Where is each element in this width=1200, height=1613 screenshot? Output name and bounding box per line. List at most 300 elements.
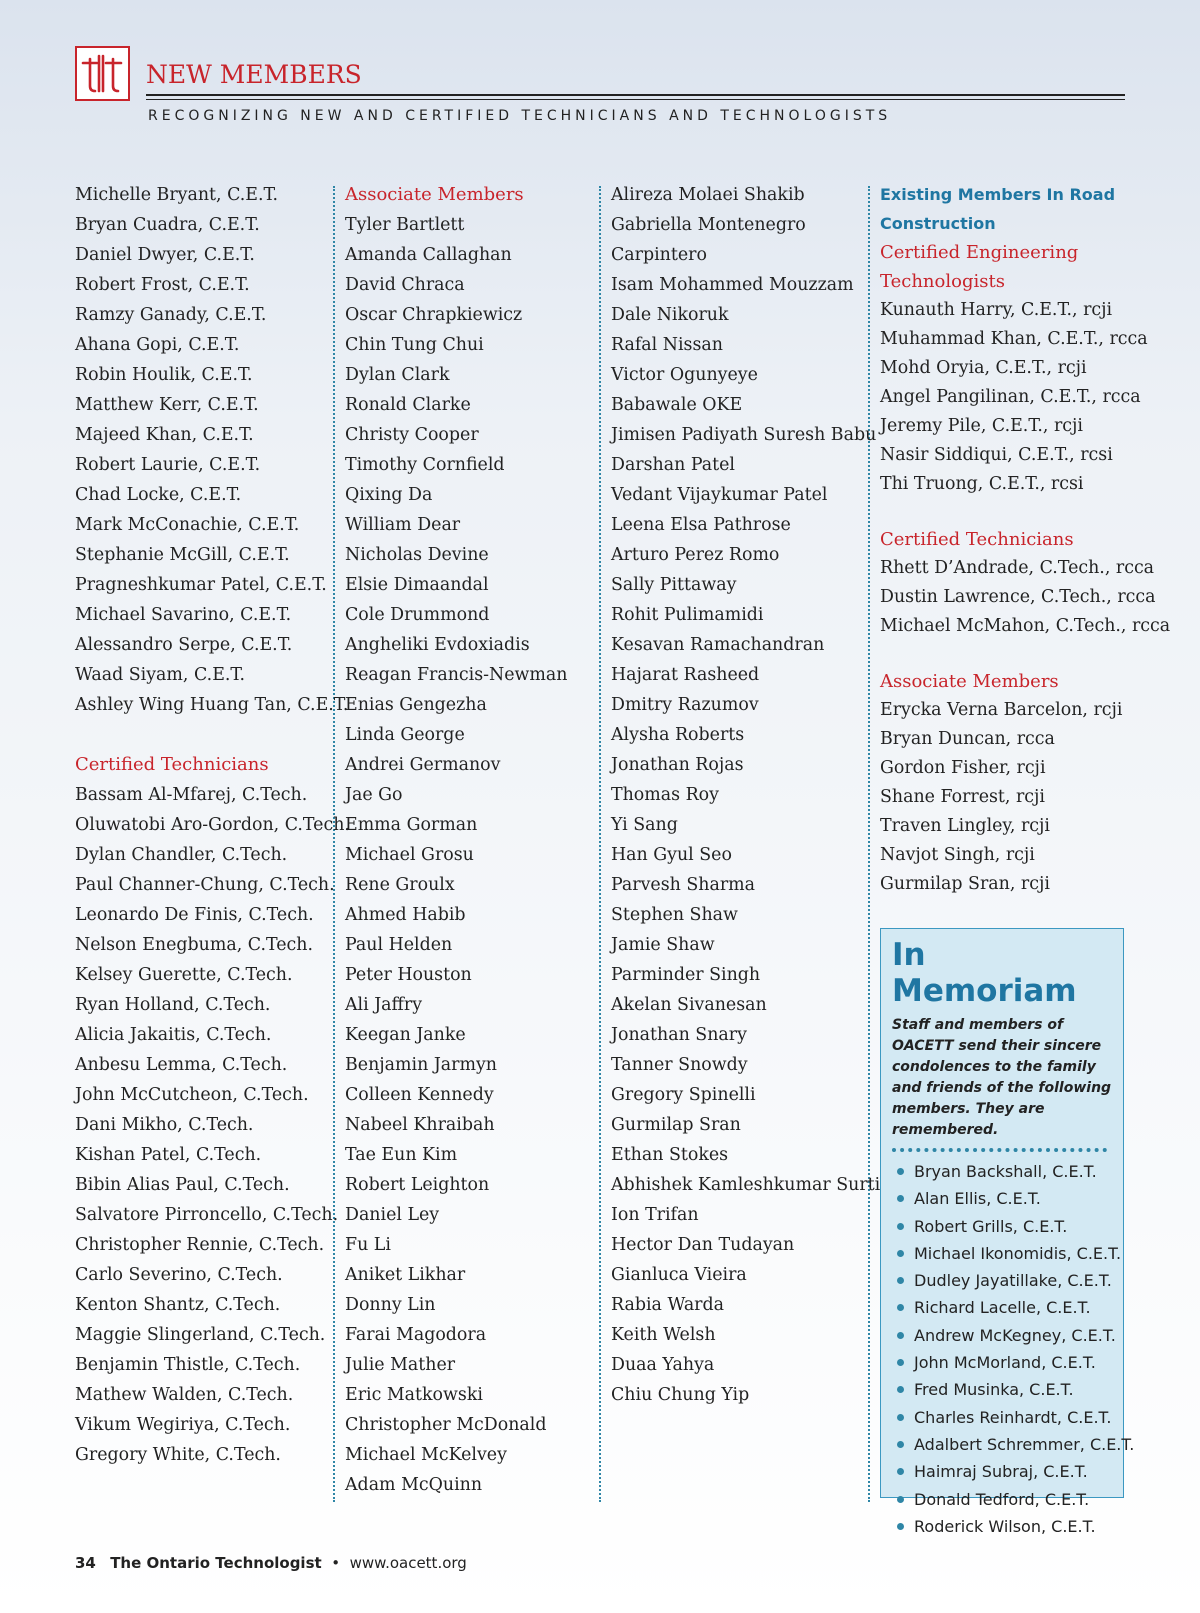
member-name [611, 720, 866, 750]
member-name [611, 1200, 866, 1230]
member-name [880, 412, 1135, 441]
name-text: Chin Tung Chui [345, 335, 484, 355]
website-link[interactable]: www.oacett.org [349, 1554, 467, 1572]
name-text: Keith Welsh [611, 1325, 716, 1345]
name-text: Farai Magodora [345, 1325, 487, 1345]
bullet-icon [897, 1441, 904, 1448]
member-name [611, 330, 866, 360]
member-name [345, 690, 595, 720]
name-text: Eric Matkowski [345, 1385, 483, 1405]
dotted-divider [892, 1148, 1107, 1152]
name-text: Robert Frost, C.E.T. [75, 275, 250, 295]
member-name [880, 754, 1135, 783]
name-text: Dudley Jayatillake, C.E.T. [914, 1271, 1112, 1291]
name-text: Navjot Singh, rcji [880, 845, 1035, 865]
name-text: Julie Mather [345, 1355, 456, 1375]
name-text: Daniel Ley [345, 1205, 440, 1225]
member-name [75, 1200, 339, 1230]
name-text: Chad Locke, C.E.T. [75, 485, 242, 505]
name-text: Daniel Dwyer, C.E.T. [75, 245, 255, 265]
member-name [345, 870, 595, 900]
memoriam-item [892, 1431, 1135, 1458]
member-name [345, 480, 595, 510]
name-text: Dylan Chandler, C.Tech. [75, 845, 288, 865]
member-name [345, 1320, 595, 1350]
member-name [345, 300, 595, 330]
name-text: Ashley Wing Huang Tan, C.E.T. [75, 695, 349, 715]
member-name [611, 990, 866, 1020]
name-text: Mark McConachie, C.E.T. [75, 515, 300, 535]
member-name [345, 330, 595, 360]
name-text: Salvatore Pirroncello, C.Tech. [75, 1205, 339, 1225]
member-name [611, 1170, 881, 1200]
name-text: Ronald Clarke [345, 395, 471, 415]
name-text: Mathew Walden, C.Tech. [75, 1385, 294, 1405]
column-divider [868, 186, 870, 1502]
member-name [345, 900, 595, 930]
name-text: Angel Pangilinan, C.E.T., rcca [880, 387, 1141, 407]
name-text: Nicholas Devine [345, 545, 489, 565]
name-text: Kelsey Guerette, C.Tech. [75, 965, 293, 985]
member-name [345, 1290, 595, 1320]
name-text: Amanda Callaghan [345, 245, 512, 265]
name-text: Parminder Singh [611, 965, 761, 985]
name-text: Timothy Cornfield [345, 455, 505, 475]
name-text: Robert Grills, C.E.T. [914, 1216, 1068, 1236]
name-text: Dale Nikoruk [611, 305, 729, 325]
name-text: Gurmilap Sran, rcji [880, 874, 1050, 894]
member-name [880, 725, 1135, 754]
member-name [75, 660, 325, 690]
name-text: Mohd Oryia, C.E.T., rcji [880, 358, 1087, 378]
name-text: Isam Mohammed Mouzzam [611, 275, 854, 295]
member-name [611, 1230, 866, 1260]
member-name [345, 810, 595, 840]
member-name [75, 990, 325, 1020]
bullet-icon [897, 1277, 904, 1284]
member-name [611, 1110, 866, 1140]
member-name [611, 780, 866, 810]
name-text: Alan Ellis, C.E.T. [914, 1189, 1041, 1209]
name-text: Jae Go [345, 785, 403, 805]
name-text: Reagan Francis-Newman [345, 665, 568, 685]
name-text: Charles Reinhardt, C.E.T. [914, 1407, 1112, 1427]
memoriam-item [892, 1213, 1113, 1240]
member-name [880, 696, 1135, 725]
name-text: Victor Ogunyeye [611, 365, 758, 385]
member-name [75, 1230, 325, 1260]
name-text: Nelson Enegbuma, C.Tech. [75, 935, 313, 955]
member-name [880, 841, 1135, 870]
name-text: Babawale OKE [611, 395, 743, 415]
bullet-icon [897, 1304, 904, 1311]
name-text: Gabriella Montenegro [611, 215, 806, 235]
member-name [611, 210, 866, 240]
member-name [611, 1290, 866, 1320]
name-text: Robin Houlik, C.E.T. [75, 365, 253, 385]
member-name [75, 330, 325, 360]
page-title: NEW MEMBERS [146, 60, 362, 89]
member-name [75, 1290, 325, 1320]
member-name [611, 630, 866, 660]
member-name [611, 1140, 866, 1170]
name-text: Fred Musinka, C.E.T. [914, 1380, 1074, 1400]
name-text: Akelan Sivanesan [611, 995, 767, 1015]
name-text: Qixing Da [345, 485, 433, 505]
name-text: Hajarat Rasheed [611, 665, 760, 685]
member-name [345, 1080, 595, 1110]
name-text: Michael McKelvey [345, 1445, 507, 1465]
name-text: Dmitry Razumov [611, 695, 759, 715]
member-name [75, 1140, 325, 1170]
memoriam-item [892, 1294, 1113, 1321]
member-name [880, 296, 1135, 325]
name-text: Haimraj Subraj, C.E.T. [914, 1462, 1088, 1482]
member-name [611, 300, 866, 330]
name-text: Gordon Fisher, rcji [880, 758, 1046, 778]
footer-separator: • [331, 1554, 341, 1572]
member-name [611, 480, 866, 510]
name-text: Hector Dan Tudayan [611, 1235, 795, 1255]
member-name [345, 1380, 595, 1410]
member-name [611, 180, 866, 210]
name-text: Rene Groulx [345, 875, 455, 895]
road-am-list [880, 696, 1135, 899]
name-text: Tyler Bartlett [345, 215, 465, 235]
name-text: Jimisen Padiyath Suresh Babu [611, 425, 877, 445]
memoriam-item [892, 1158, 1113, 1185]
name-text: Dani Mikho, C.Tech. [75, 1115, 254, 1135]
member-name [611, 390, 866, 420]
memoriam-list [892, 1158, 1135, 1540]
memoriam-item [892, 1322, 1116, 1349]
road-construction-heading-line: Construction [880, 214, 996, 233]
name-text: Chiu Chung Yip [611, 1385, 750, 1405]
name-text: Adalbert Schremmer, C.E.T. [914, 1434, 1135, 1454]
name-text: Thomas Roy [611, 785, 719, 805]
name-text: Donny Lin [345, 1295, 436, 1315]
name-text: Ali Jaffry [345, 995, 423, 1015]
name-text: Michelle Bryant, C.E.T. [75, 185, 279, 205]
member-name [75, 1110, 325, 1140]
name-text: Keegan Janke [345, 1025, 466, 1045]
name-text: Jamie Shaw [611, 935, 715, 955]
name-text: Donald Tedford, C.E.T. [914, 1489, 1090, 1509]
member-name [345, 990, 595, 1020]
member-name [345, 390, 595, 420]
member-name [345, 720, 595, 750]
name-text: Majeed Khan, C.E.T. [75, 425, 254, 445]
name-text: Waad Siyam, C.E.T. [75, 665, 245, 685]
member-name [345, 930, 595, 960]
name-text: Andrew McKegney, C.E.T. [914, 1325, 1116, 1345]
member-name [345, 1050, 595, 1080]
member-name [611, 240, 866, 270]
member-name [75, 960, 325, 990]
name-text: Jonathan Rojas [611, 755, 744, 775]
name-text: Oluwatobi Aro-Gordon, C.Tech. [75, 815, 350, 835]
member-name [611, 510, 866, 540]
name-text: Erycka Verna Barcelon, rcji [880, 700, 1123, 720]
member-name [345, 450, 595, 480]
memoriam-item [892, 1267, 1113, 1294]
name-text: Han Gyul Seo [611, 845, 732, 865]
name-text: Bibin Alias Paul, C.Tech. [75, 1175, 290, 1195]
name-text: Rohit Pulimamidi [611, 605, 764, 625]
member-name [75, 900, 325, 930]
member-name [75, 1170, 325, 1200]
section-heading-associate-members: Associate Members [345, 184, 524, 205]
name-text: Rhett D’Andrade, C.Tech., rcca [880, 558, 1155, 578]
member-name [345, 540, 595, 570]
name-text: Gregory Spinelli [611, 1085, 756, 1105]
member-name [75, 870, 335, 900]
memoriam-title: In Memoriam [892, 937, 1077, 1009]
name-text: Thi Truong, C.E.T., rcsi [880, 474, 1084, 494]
member-name [880, 441, 1135, 470]
member-name [611, 1380, 866, 1410]
member-name [75, 240, 325, 270]
associate-list [345, 210, 595, 1500]
oacett-logo [75, 46, 130, 101]
name-text: Stephanie McGill, C.E.T. [75, 545, 290, 565]
member-name [75, 570, 325, 600]
name-text: Vedant Vijaykumar Patel [611, 485, 828, 505]
member-name [611, 570, 866, 600]
member-name [611, 270, 866, 300]
name-text: Bryan Duncan, rcca [880, 729, 1055, 749]
name-text: Ethan Stokes [611, 1145, 729, 1165]
name-text: Oscar Chrapkiewicz [345, 305, 523, 325]
member-name [75, 540, 325, 570]
member-name [75, 1320, 325, 1350]
name-text: Michael Grosu [345, 845, 474, 865]
section-heading-road-ct: Certified Technicians [880, 529, 1074, 550]
member-name [345, 360, 595, 390]
name-text: Ramzy Ganady, C.E.T. [75, 305, 267, 325]
member-name [345, 420, 595, 450]
section-heading-cet: Certified Engineering [880, 242, 1079, 263]
member-name [75, 930, 325, 960]
member-name [75, 1260, 325, 1290]
bullet-icon [897, 1168, 904, 1175]
member-name [611, 1350, 866, 1380]
name-text: Paul Helden [345, 935, 453, 955]
name-text: Matthew Kerr, C.E.T. [75, 395, 259, 415]
member-name [611, 360, 866, 390]
name-text: Pragneshkumar Patel, C.E.T. [75, 575, 327, 595]
name-text: Yi Sang [611, 815, 678, 835]
member-name [611, 420, 877, 450]
member-name [75, 180, 325, 210]
member-name [75, 510, 325, 540]
memoriam-item [892, 1458, 1113, 1485]
member-name [880, 354, 1135, 383]
associate-list-continued [611, 180, 881, 1410]
member-name [345, 510, 595, 540]
memoriam-item [892, 1486, 1113, 1513]
memoriam-item [892, 1404, 1113, 1431]
member-name [75, 420, 325, 450]
name-text: Robert Laurie, C.E.T. [75, 455, 261, 475]
member-name [345, 1260, 595, 1290]
name-text: Kesavan Ramachandran [611, 635, 825, 655]
member-name [345, 1470, 595, 1500]
name-text: Benjamin Jarmyn [345, 1055, 497, 1075]
member-name [345, 240, 595, 270]
name-text: Vikum Wegiriya, C.Tech. [75, 1415, 291, 1435]
member-name [345, 1020, 595, 1050]
member-name [611, 660, 866, 690]
member-name [75, 1350, 325, 1380]
member-name [880, 870, 1135, 899]
name-text: Abhishek Kamleshkumar Surti [611, 1175, 881, 1195]
member-name [880, 812, 1135, 841]
member-name [75, 840, 325, 870]
name-text: Dylan Clark [345, 365, 450, 385]
name-text: Traven Lingley, rcji [880, 816, 1050, 836]
bullet-icon [897, 1332, 904, 1339]
member-name [75, 810, 350, 840]
member-name [75, 1410, 325, 1440]
name-text: Gianluca Vieira [611, 1265, 747, 1285]
name-text: Darshan Patel [611, 455, 735, 475]
name-text: Carlo Severino, C.Tech. [75, 1265, 283, 1285]
name-text: Adam McQuinn [345, 1475, 483, 1495]
cet-list [75, 180, 349, 720]
member-name [345, 1230, 595, 1260]
member-name [611, 810, 866, 840]
name-text: David Chraca [345, 275, 465, 295]
name-text: Emma Gorman [345, 815, 478, 835]
column-divider [333, 186, 335, 1502]
member-name [880, 783, 1135, 812]
name-text: Ion Trifan [611, 1205, 699, 1225]
name-text: Carpintero [611, 245, 707, 265]
member-name [611, 750, 866, 780]
name-text: Angheliki Evdoxiadis [345, 635, 530, 655]
road-ct-list [880, 554, 1171, 641]
bullet-icon [897, 1223, 904, 1230]
bullet-icon [897, 1250, 904, 1257]
name-text: Michael Savarino, C.E.T. [75, 605, 292, 625]
in-memoriam-box [880, 928, 1135, 1536]
name-text: Arturo Perez Romo [611, 545, 780, 565]
member-name [75, 1440, 325, 1470]
name-text: Anbesu Lemma, C.Tech. [75, 1055, 288, 1075]
member-name [75, 1050, 325, 1080]
name-text: Kunauth Harry, C.E.T., rcji [880, 300, 1113, 320]
member-name [75, 360, 325, 390]
member-name [880, 612, 1171, 641]
member-name [611, 840, 866, 870]
name-text: Rafal Nissan [611, 335, 723, 355]
memoriam-item [892, 1240, 1122, 1267]
name-text: Alessandro Serpe, C.E.T. [75, 635, 293, 655]
name-text: Leonardo De Finis, C.Tech. [75, 905, 314, 925]
member-name [75, 690, 349, 720]
name-text: Nasir Siddiqui, C.E.T., rcsi [880, 445, 1113, 465]
name-text: Alireza Molaei Shakib [611, 185, 805, 205]
name-text: Nabeel Khraibah [345, 1115, 495, 1135]
bullet-icon [897, 1468, 904, 1475]
name-text: Bryan Cuadra, C.E.T. [75, 215, 260, 235]
name-text: Parvesh Sharma [611, 875, 756, 895]
name-text: John McCutcheon, C.Tech. [75, 1085, 309, 1105]
bullet-icon [897, 1414, 904, 1421]
member-name [611, 600, 866, 630]
name-text: Jonathan Snary [611, 1025, 747, 1045]
member-name [75, 300, 325, 330]
member-name [345, 630, 595, 660]
member-name [75, 450, 325, 480]
member-name [345, 1440, 595, 1470]
page-number: 34 [75, 1554, 96, 1572]
member-name [345, 270, 595, 300]
name-text: Maggie Slingerland, C.Tech. [75, 1325, 326, 1345]
member-name [345, 660, 595, 690]
road-cet-list [880, 296, 1148, 499]
name-text: Paul Channer-Chung, C.Tech. [75, 875, 335, 895]
member-name [880, 325, 1148, 354]
name-text: Duaa Yahya [611, 1355, 715, 1375]
name-text: Andrei Germanov [345, 755, 501, 775]
name-text: Peter Houston [345, 965, 472, 985]
name-text: Richard Lacelle, C.E.T. [914, 1298, 1091, 1318]
member-name [75, 480, 325, 510]
name-text: Robert Leighton [345, 1175, 490, 1195]
member-name [611, 450, 866, 480]
member-name [611, 1020, 866, 1050]
name-text: Dustin Lawrence, C.Tech., rcca [880, 587, 1156, 607]
member-name [880, 554, 1155, 583]
member-name [880, 470, 1135, 499]
section-heading-certified-technicians: Certified Technicians [75, 754, 269, 775]
memoriam-item [892, 1376, 1113, 1403]
title-rule [146, 94, 1125, 100]
memoriam-item [892, 1513, 1113, 1540]
name-text: Bassam Al-Mfarej, C.Tech. [75, 785, 308, 805]
name-text: Leena Elsa Pathrose [611, 515, 791, 535]
page-subtitle: RECOGNIZING NEW AND CERTIFIED TECHNICIANS AND TECHNOLOGISTS [148, 108, 892, 124]
member-name [611, 930, 866, 960]
member-name [345, 750, 595, 780]
member-name [345, 1410, 595, 1440]
member-name [345, 1200, 595, 1230]
bullet-icon [897, 1195, 904, 1202]
member-name [611, 1050, 866, 1080]
member-name [75, 630, 325, 660]
name-text: Christy Cooper [345, 425, 479, 445]
name-text: Christopher Rennie, C.Tech. [75, 1235, 325, 1255]
member-name [345, 1110, 595, 1140]
page-footer [75, 1554, 467, 1572]
name-text: Tae Eun Kim [345, 1145, 458, 1165]
member-name [611, 960, 866, 990]
publication-name: The Ontario Technologist [110, 1554, 322, 1572]
member-name [345, 210, 595, 240]
name-text: Kishan Patel, C.Tech. [75, 1145, 262, 1165]
name-text: Christopher McDonald [345, 1415, 547, 1435]
name-text: Ahana Gopi, C.E.T. [75, 335, 240, 355]
name-text: Enias Gengezha [345, 695, 487, 715]
member-name [75, 1380, 325, 1410]
name-text: Benjamin Thistle, C.Tech. [75, 1355, 301, 1375]
name-text: Sally Pittaway [611, 575, 737, 595]
member-name [75, 210, 325, 240]
name-text: Michael McMahon, C.Tech., rcca [880, 616, 1171, 636]
name-text: Linda George [345, 725, 465, 745]
